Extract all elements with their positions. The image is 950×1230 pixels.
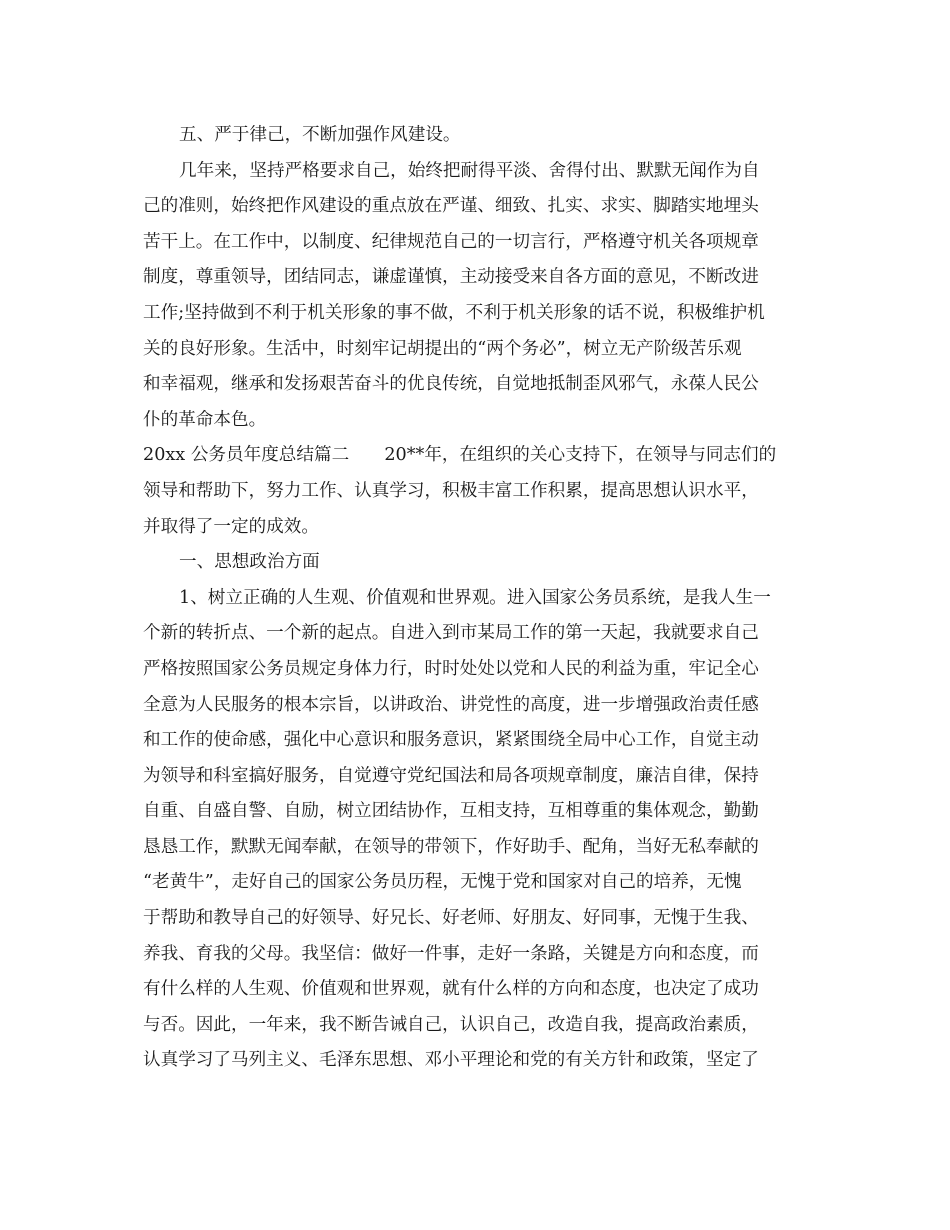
paragraph-line: 认真学习了马列主义、毛泽东思想、邓小平理论和党的有关方针和政策，坚定了: [143, 1050, 759, 1071]
paragraph-line: 工作;坚持做到不利于机关形象的事不做，不利于机关形象的话不说，积极维护机: [143, 302, 765, 323]
paragraph-line: 并取得了一定的成效。: [143, 516, 319, 537]
paragraph-line: 个新的转折点、一个新的起点。自进入到市某局工作的第一天起，我就要求自己: [143, 623, 759, 644]
paragraph-line: 严格按照国家公务员规定身体力行，时时处处以党和人民的利益为重，牢记全心: [143, 658, 759, 679]
paragraph-line: 和工作的使命感，强化中心意识和服务意识，紧紧围绕全局中心工作，自觉主动: [143, 730, 759, 751]
paragraph-line: 与否。因此，一年来，我不断告诫自己，认识自己，改造自我，提高政治素质，: [143, 1014, 759, 1035]
paragraph-line: 制度，尊重领导，团结同志，谦虚谨慎，主动接受来自各方面的意见，不断改进: [143, 267, 759, 288]
paragraph-line: 有什么样的人生观、价值观和世界观，就有什么样的方向和态度，也决定了成功: [143, 979, 759, 1000]
paragraph-line: 全意为人民服务的根本宗旨，以讲政治、讲党性的高度，进一步增强政治责任感: [143, 694, 759, 715]
paragraph-line: 于帮助和教导自己的好领导、好兄长、好老师、好朋友、好同事，无愧于生我、: [143, 908, 759, 929]
paragraph-line: 仆的革命本色。: [143, 409, 267, 430]
paragraph-line: 苦干上。在工作中，以制度、纪律规范自己的一切言行，严格遵守机关各项规章: [143, 231, 759, 252]
paragraph-line: 己的准则，始终把作风建设的重点放在严谨、细致、扎实、求实、脚踏实地埋头: [143, 196, 759, 217]
section-heading: 一、思想政治方面: [179, 552, 320, 573]
paragraph-line: 关的良好形象。生活中，时刻牢记胡提出的“两个务必”，树立无产阶级苦乐观: [143, 338, 742, 359]
section-heading: 五、严于律己，不断加强作风建设。: [179, 125, 461, 145]
paragraph-line: 领导和帮助下，努力工作、认真学习，积极丰富工作积累，提高思想认识水平，: [143, 480, 759, 501]
document-body: [143, 118, 813, 1079]
paragraph-line: 养我、育我的父母。我坚信：做好一件事，走好一条路，关键是方向和态度，而: [143, 943, 759, 964]
paragraph-line: “老黄牛”，走好自己的国家公务员历程，无愧于党和国家对自己的培养，无愧: [143, 872, 742, 893]
paragraph-line: 和幸福观，继承和发扬艰苦奋斗的优良传统，自觉地抵制歪风邪气，永葆人民公: [143, 374, 759, 395]
paragraph-line: 自重、自盛自警、自励，树立团结协作，互相支持，互相尊重的集体观念，勤勤: [143, 801, 759, 822]
paragraph-line: 几年来，坚持严格要求自己，始终把耐得平淡、舍得付出、默默无闻作为自: [179, 160, 760, 181]
article-title-line: 20xx 公务员年度总结篇二 20**年，在组织的关心支持下，在领导与同志们的: [143, 445, 777, 466]
paragraph-line: 1、树立正确的人生观、价值观和世界观。进入国家公务员系统，是我人生一: [179, 587, 771, 608]
paragraph-line: 恳恳工作，默默无闻奉献，在领导的带领下，作好助手、配角，当好无私奉献的: [143, 836, 759, 857]
paragraph-line: 为领导和科室搞好服务，自觉遵守党纪国法和局各项规章制度，廉洁自律，保持: [143, 765, 759, 786]
